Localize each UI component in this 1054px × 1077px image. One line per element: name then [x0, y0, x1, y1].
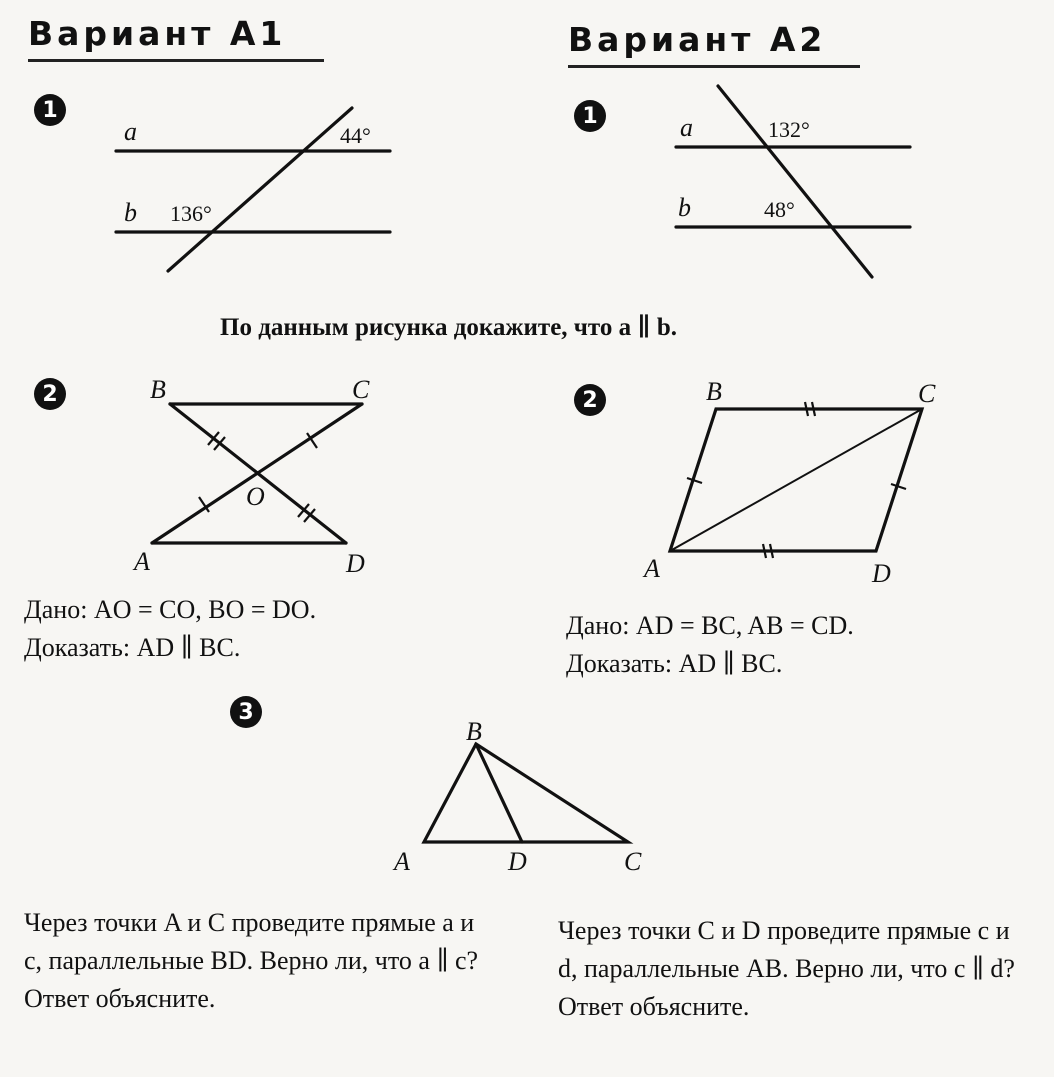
a1-prove: Доказать: AD ∥ BC. [24, 633, 241, 662]
point-b: B [466, 717, 482, 746]
task1-a2-number: 1 [574, 100, 606, 132]
task2-a1-number: 2 [34, 378, 66, 410]
angle-44: 44° [340, 123, 371, 148]
task2-a2-number: 2 [574, 384, 606, 416]
label-a: a [124, 117, 137, 146]
label-b: b [124, 198, 137, 227]
label-a: a [680, 113, 693, 142]
point-o: O [246, 482, 265, 511]
point-c: C [624, 847, 642, 876]
point-a: A [644, 554, 660, 583]
variant-a2-title: Вариант А2 [568, 20, 860, 68]
point-b: B [150, 375, 166, 404]
point-d: D [346, 549, 365, 578]
a1-given: Дано: AO = CO, BO = DO. [24, 595, 317, 624]
a2-task3-text: Через точки C и D проведите прямые c и d, параллельные AB. Верно ли, что c ∥ d? Ответ объясните. [558, 916, 1015, 1021]
angle-132: 132° [768, 117, 810, 142]
point-d: D [872, 559, 891, 588]
point-d: D [508, 847, 527, 876]
variant-a1-title: Вариант А1 [28, 14, 324, 62]
label-b: b [678, 193, 691, 222]
point-a: A [134, 547, 150, 576]
a1-task3-text: Через точки A и C проведите прямые a и c, параллельные BD. Верно ли, что a ∥ c? Ответ объясните. [24, 908, 479, 1013]
point-b: B [706, 377, 722, 406]
task1-statement: По данным рисунка докажите, что a ∥ b. [220, 314, 677, 341]
point-c: C [352, 375, 370, 404]
triangle-abc [424, 744, 628, 842]
a2-prove: Доказать: AD ∥ BC. [566, 649, 783, 678]
point-c: C [918, 379, 936, 408]
task3-number: 3 [230, 696, 262, 728]
angle-48: 48° [764, 197, 795, 222]
a2-given: Дано: AD = BC, AB = CD. [566, 611, 854, 640]
point-a: A [394, 847, 410, 876]
angle-136: 136° [170, 201, 212, 226]
task1-a1-number: 1 [34, 94, 66, 126]
